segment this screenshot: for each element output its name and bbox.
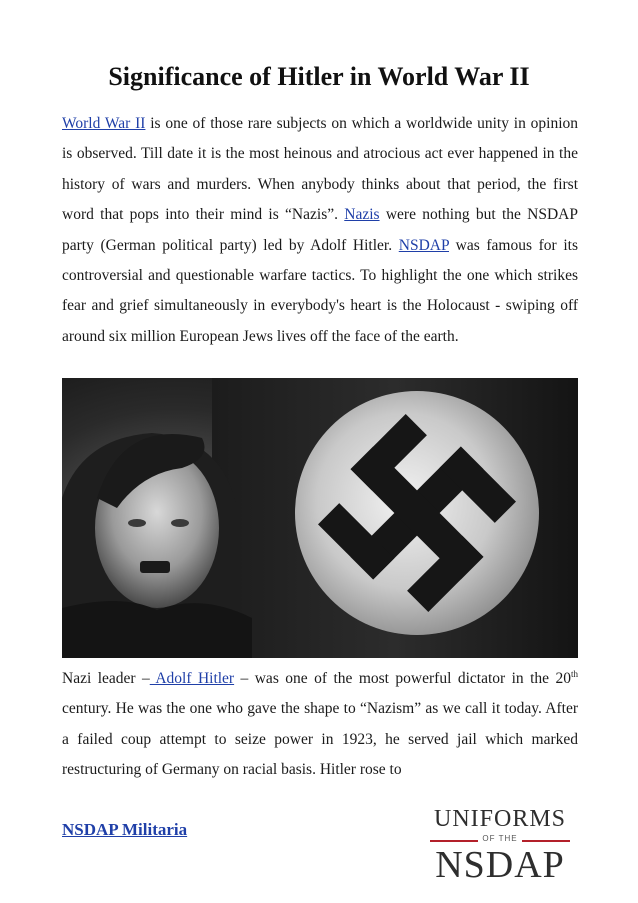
photo-illustration bbox=[62, 378, 578, 658]
historical-photo bbox=[62, 378, 578, 658]
superscript-th: th bbox=[570, 668, 578, 679]
logo-mid-text: OF THE bbox=[482, 834, 518, 843]
nazis-link[interactable]: Nazis bbox=[344, 206, 380, 224]
intro-paragraph bbox=[62, 109, 578, 352]
page-title: Significance of Hitler in World War II bbox=[108, 62, 530, 91]
intro-text-2: were nothing but the NSDAP party (German political party) led by Adolf Hitler. bbox=[62, 206, 578, 254]
uniforms-of-the-nsdap-logo bbox=[420, 806, 580, 886]
nsdap-link[interactable]: NSDAP bbox=[398, 236, 449, 254]
hitler-text-2: – was one of the most powerful dictator in the 20 bbox=[234, 670, 571, 687]
hitler-text-1: Nazi leader – bbox=[62, 670, 150, 687]
nsdap-militaria-link[interactable]: NSDAP Militaria bbox=[62, 820, 188, 839]
world-war-ii-link[interactable]: World War II bbox=[62, 115, 146, 132]
intro-text-1: is one of those rare subjects on which a worldwide unity in opinion is observed. Till date it is the most heinous and atrocious act ever happened in the history of wars and murders. When anybody thinks about that period, the first word that pops into their mind is “Nazis”. bbox=[62, 115, 578, 224]
hitler-text-3: century. He was the one who gave the shape to “Nazism” as we call it today. After a failed coup attempt to seize power in 1923, he served jail which marked restructuring of Germany on racial basis. Hitler rose to bbox=[62, 700, 578, 779]
logo-bottom-text: NSDAP bbox=[435, 844, 565, 886]
intro-text-3: was famous for its controversial and questionable warfare tactics. To highlight the one which strikes fear and grief simultaneously in everybody's heart is the Holocaust - swiping off around six million European Jews lives off the face of the earth. bbox=[62, 236, 578, 345]
logo-top-text: UNIFORMS bbox=[433, 806, 567, 832]
logo-bar-right bbox=[522, 840, 570, 842]
adolf-hitler-link[interactable]: Adolf Hitler bbox=[149, 670, 235, 687]
hitler-paragraph bbox=[62, 664, 578, 786]
